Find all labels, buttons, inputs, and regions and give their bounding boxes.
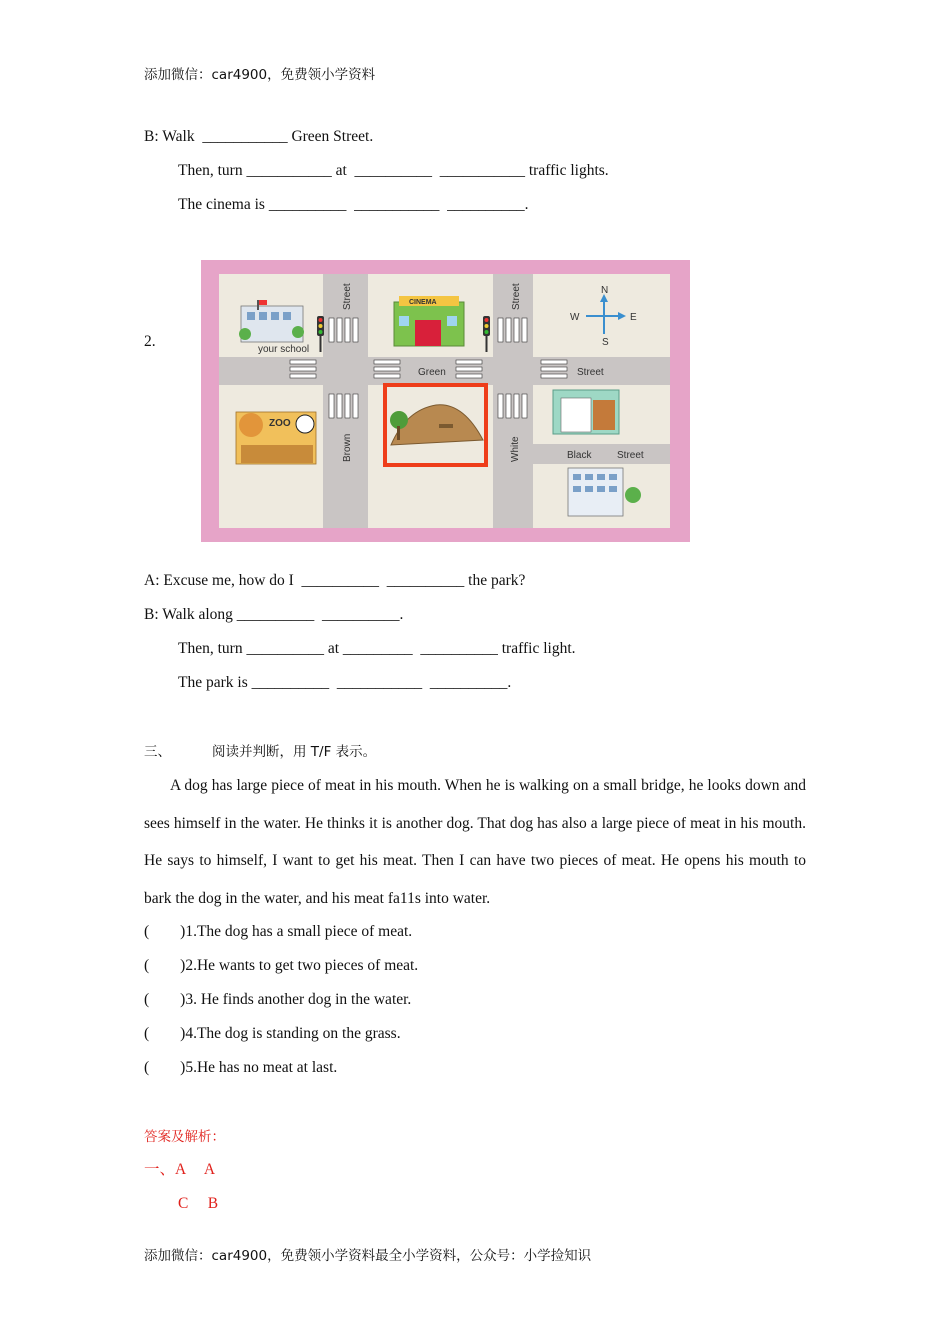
compass-e-label: E bbox=[630, 312, 637, 323]
tf-item-3: ( )3. He finds another dog in the water. bbox=[144, 991, 412, 1008]
zoo-label: ZOO bbox=[269, 418, 291, 429]
shop-building-icon bbox=[553, 390, 619, 434]
tf-item-4: ( )4.The dog is standing on the grass. bbox=[144, 1025, 401, 1042]
question-2-number: 2. bbox=[144, 333, 156, 350]
green-street-label: Green bbox=[418, 367, 446, 378]
q2-answer-line-1: B: Walk along __________ __________. bbox=[144, 606, 404, 623]
q2-answer-line-2: Then, turn __________ at _________ __________ traffic light. bbox=[178, 640, 576, 657]
footer-note: 添加微信：car4900，免费领小学资料最全小学资料，公众号：小学捡知识 bbox=[144, 1248, 592, 1264]
compass-w-label: W bbox=[570, 312, 580, 323]
street-label-top-right: Street bbox=[511, 283, 522, 310]
section-3-number: 三、 bbox=[144, 744, 171, 760]
compass-n-label: N bbox=[601, 285, 609, 296]
school-building-icon bbox=[239, 300, 304, 342]
q1-answer-line-3: The cinema is __________ ___________ __________. bbox=[178, 196, 529, 213]
answers-title: 答案及解析： bbox=[144, 1129, 225, 1145]
black-street-street-label: Street bbox=[617, 450, 644, 461]
tf-item-2: ( )2.He wants to get two pieces of meat. bbox=[144, 957, 419, 974]
compass-s-label: S bbox=[602, 337, 609, 348]
street-label-right: Street bbox=[577, 367, 604, 378]
answers-row-2: C B bbox=[178, 1195, 219, 1212]
answers-row-1: 一、A A bbox=[144, 1161, 216, 1178]
q2-answer-line-3: The park is __________ ___________ __________. bbox=[178, 674, 512, 691]
crosswalk-right bbox=[541, 360, 567, 378]
header-note: 添加微信：car4900，免费领小学资料 bbox=[144, 67, 376, 83]
brown-street-label: Brown bbox=[342, 433, 353, 462]
white-street-label: White bbox=[510, 436, 521, 462]
school-label: your school bbox=[258, 344, 310, 355]
street-map bbox=[201, 260, 690, 542]
black-street-label: Black bbox=[567, 450, 592, 461]
cinema-label: CINEMA bbox=[409, 299, 437, 306]
street-label-top-left: Street bbox=[342, 283, 353, 310]
tf-item-1: ( )1.The dog has a small piece of meat. bbox=[144, 923, 413, 940]
q1-answer-line-2: Then, turn ___________ at __________ ___________ traffic lights. bbox=[178, 162, 609, 179]
black-street-road bbox=[533, 444, 670, 464]
reading-passage: A dog has large piece of meat in his mouth. When he is walking on a small bridge, he looks down and sees himself in the water. He thinks it is another dog. That dog has also a large piece of meat in his mouth. He says to himself, I want to get his meat. Then I can have two pieces of meat. He opens his mouth to bark the dog in the water, and his meat fa11s into water. bbox=[144, 777, 806, 907]
section-3-heading: 阅读并判断，用 T/F 表示。 bbox=[212, 744, 377, 760]
crosswalk-left bbox=[290, 360, 316, 378]
tf-item-5: ( )5.He has no meat at last. bbox=[144, 1059, 338, 1076]
q2-question-line: A: Excuse me, how do I __________ __________ the park? bbox=[144, 572, 526, 589]
q1-answer-line-1: B: Walk ___________ Green Street. bbox=[144, 128, 374, 145]
crosswalk-middle-right bbox=[456, 360, 482, 378]
crosswalk-middle-left bbox=[374, 360, 400, 378]
